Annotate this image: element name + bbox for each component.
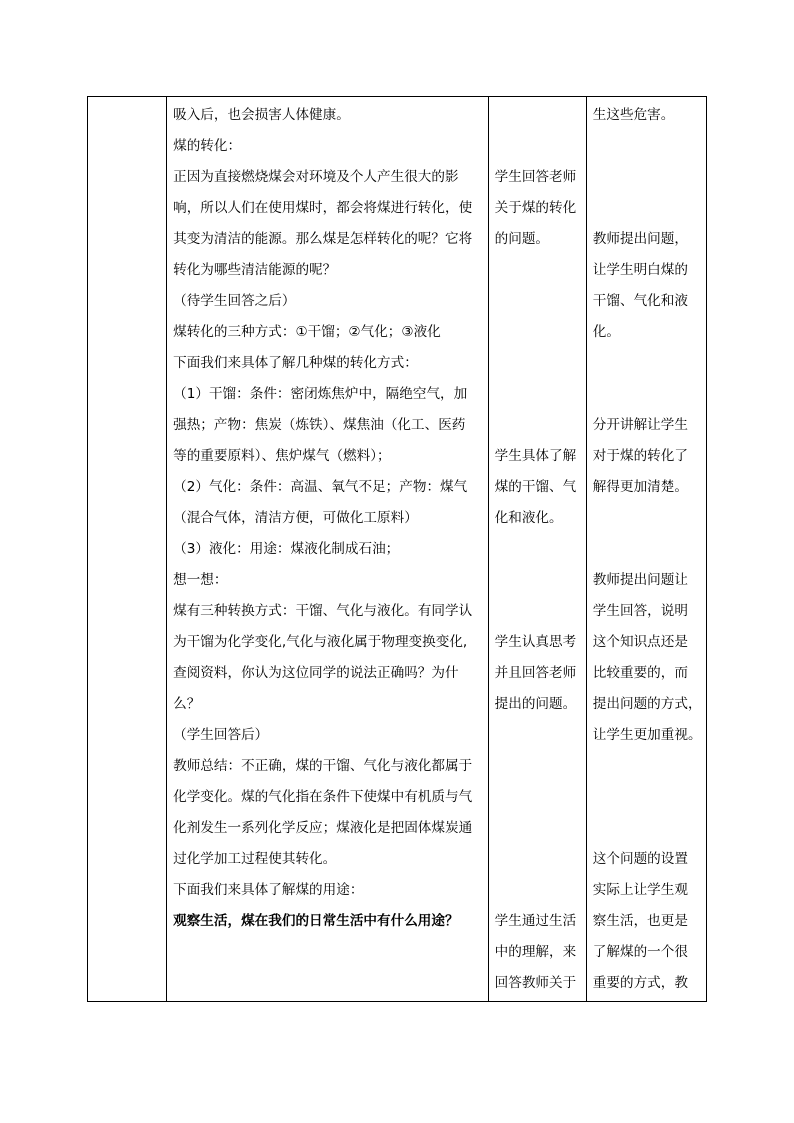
design-intent-line: 实际上让学生观 <box>592 882 688 898</box>
student-activity-line: 并且回答老师 <box>494 665 577 681</box>
design-intent-line: 生这些危害。 <box>592 107 675 123</box>
design-intent-line: 对于煤的转化了 <box>592 448 688 464</box>
student-activity-line: 回答教师关于 <box>494 975 577 991</box>
student-activity-line: 学生通过生活 <box>494 913 577 929</box>
design-intent-line: 重要的方式，教 <box>592 975 688 991</box>
content-line: （3）液化：用途：煤液化制成石油； <box>173 541 400 557</box>
content-line: 响，所以人们在使用煤时，都会将煤进行转化，使 <box>173 200 473 216</box>
content-line: 其变为清洁的能源。那么煤是怎样转化的呢？它将 <box>173 231 473 247</box>
content-line: 煤转化的三种方式：①干馏；②气化；③液化 <box>173 324 441 340</box>
content-line: 教师总结：不正确，煤的干馏、气化与液化都属于 <box>173 758 473 774</box>
lesson-plan-table <box>87 96 707 1002</box>
student-activity-line: 的问题。 <box>494 231 550 247</box>
student-activity-cell <box>488 97 586 1002</box>
content-line: 想一想： <box>173 572 228 588</box>
content-line: （待学生回答之后） <box>173 293 296 309</box>
design-intent-line: 教师提出问题， <box>592 231 688 247</box>
student-activity-line: 煤的干馏、气 <box>494 479 577 495</box>
content-line: 化剂发生一系列化学反应；煤液化是把固体煤炭通 <box>173 820 473 836</box>
student-activity-line: 关于煤的转化 <box>494 200 577 216</box>
content-line: 过化学加工过程使其转化。 <box>173 851 337 867</box>
design-intent-cell <box>586 97 706 1002</box>
content-line: 下面我们来具体了解煤的用途： <box>173 882 364 898</box>
content-line: 煤有三种转换方式：干馏、气化与液化。有同学认 <box>173 603 473 619</box>
content-line: 煤的转化： <box>173 138 242 154</box>
student-activity-line: 学生认真思考 <box>494 634 577 650</box>
student-activity <box>489 97 586 1001</box>
design-intent-line: 提出问题的方式， <box>592 696 702 712</box>
design-intent-line: 学生回答，说明 <box>592 603 688 619</box>
design-intent-line: 化。 <box>592 324 620 340</box>
content-line: 化学变化。煤的气化指在条件下使煤中有机质与气 <box>173 789 473 805</box>
student-activity-line: 学生具体了解 <box>494 448 577 464</box>
student-activity-line: 学生回答老师 <box>494 169 577 185</box>
design-intent-line: 察生活，也更是 <box>592 913 688 929</box>
content-line: 强热；产物：焦炭（炼铁）、煤焦油（化工、医药 <box>173 417 466 433</box>
content-line: （学生回答后） <box>173 727 269 743</box>
design-intent <box>587 97 706 1001</box>
design-intent-line: 了解煤的一个很 <box>592 944 688 960</box>
content-line: 等的重要原料）、焦炉煤气（燃料）； <box>173 448 391 464</box>
content-line: （1）干馏：条件：密闭炼焦炉中，隔绝空气，加 <box>173 386 468 402</box>
content-line: 为干馏为化学变化,气化与液化属于物理变换变化, <box>173 634 468 650</box>
content-line: 转化为哪些清洁能源的呢？ <box>173 262 337 278</box>
design-intent-line: 这个问题的设置 <box>592 851 688 867</box>
design-intent-line: 解得更加清楚。 <box>592 479 688 495</box>
content-line: 下面我们来具体了解几种煤的转化方式： <box>173 355 418 371</box>
design-intent-line: 让学生明白煤的 <box>592 262 688 278</box>
student-activity-line: 提出的问题。 <box>494 696 577 712</box>
design-intent-line: 比较重要的，而 <box>592 665 688 681</box>
teaching-content-cell <box>167 97 489 1002</box>
design-intent-line: 教师提出问题让 <box>592 572 688 588</box>
stage-cell <box>88 97 167 1002</box>
content-line: （混合气体，清洁方便，可做化工原料） <box>173 510 418 526</box>
content-line: 么？ <box>173 696 201 712</box>
table-row <box>88 97 707 1002</box>
content-line: 查阅资料，你认为这位同学的说法正确吗？为什 <box>173 665 459 681</box>
design-intent-line: 分开讲解让学生 <box>592 417 688 433</box>
student-activity-line: 中的理解，来 <box>494 944 577 960</box>
design-intent-line: 让学生更加重视。 <box>592 727 702 743</box>
teaching-content <box>167 97 488 1001</box>
student-activity-line: 化和液化。 <box>494 510 563 526</box>
content-line: （2）气化：条件：高温、氧气不足；产物：煤气 <box>173 479 468 495</box>
content-line: 吸入后，也会损害人体健康。 <box>173 107 350 123</box>
design-intent-line: 干馏、气化和液 <box>592 293 688 309</box>
content-line: 观察生活，煤在我们的日常生活中有什么用途？ <box>173 913 459 929</box>
content-line: 正因为直接燃烧煤会对环境及个人产生很大的影 <box>173 169 459 185</box>
design-intent-line: 这个知识点还是 <box>592 634 688 650</box>
